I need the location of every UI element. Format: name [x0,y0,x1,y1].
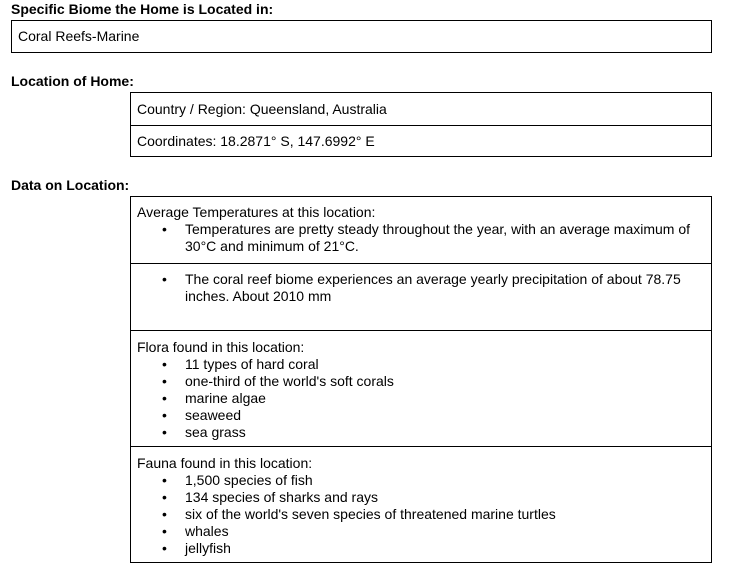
biome-value: Coral Reefs-Marine [18,28,140,44]
flora-cell [131,330,711,446]
list-item: • 11 types of hard coral [137,356,705,373]
biome-heading: Specific Biome the Home is Located in: [11,1,274,17]
temperature-list [137,221,705,255]
location-heading: Location of Home: [11,73,134,89]
list-item: • The coral reef biome experiences an average yearly precipitation of about 78.75 inches. About 2010 mm [137,271,705,305]
list-item: • 1,500 species of fish [137,472,705,489]
list-item: • seaweed [137,407,705,424]
location-country: Country / Region: Queensland, Australia [137,101,387,117]
fauna-list [137,472,705,557]
precipitation-list [137,271,705,305]
data-box [130,196,712,563]
list-item: • one-third of the world's soft corals [137,373,705,390]
temperature-title: Average Temperatures at this location: [137,204,376,220]
data-heading: Data on Location: [11,177,130,193]
list-item: • six of the world's seven species of threatened marine turtles [137,506,705,523]
flora-title: Flora found in this location: [137,339,305,355]
list-item: • whales [137,523,705,540]
location-box [130,92,712,157]
precipitation-cell [131,263,711,330]
fauna-title: Fauna found in this location: [137,455,313,471]
biome-box [11,20,712,53]
list-item: • 134 species of sharks and rays [137,489,705,506]
temperature-cell [131,197,711,263]
list-item: • jellyfish [137,540,705,557]
list-item: • sea grass [137,424,705,441]
fauna-cell [131,446,711,562]
location-coordinates: Coordinates: 18.2871° S, 147.6992° E [131,125,711,156]
flora-list [137,356,705,441]
list-item: • Temperatures are pretty steady throughout the year, with an average maximum of 30°C and minimum of 21°C. [137,221,705,255]
list-item: • marine algae [137,390,705,407]
